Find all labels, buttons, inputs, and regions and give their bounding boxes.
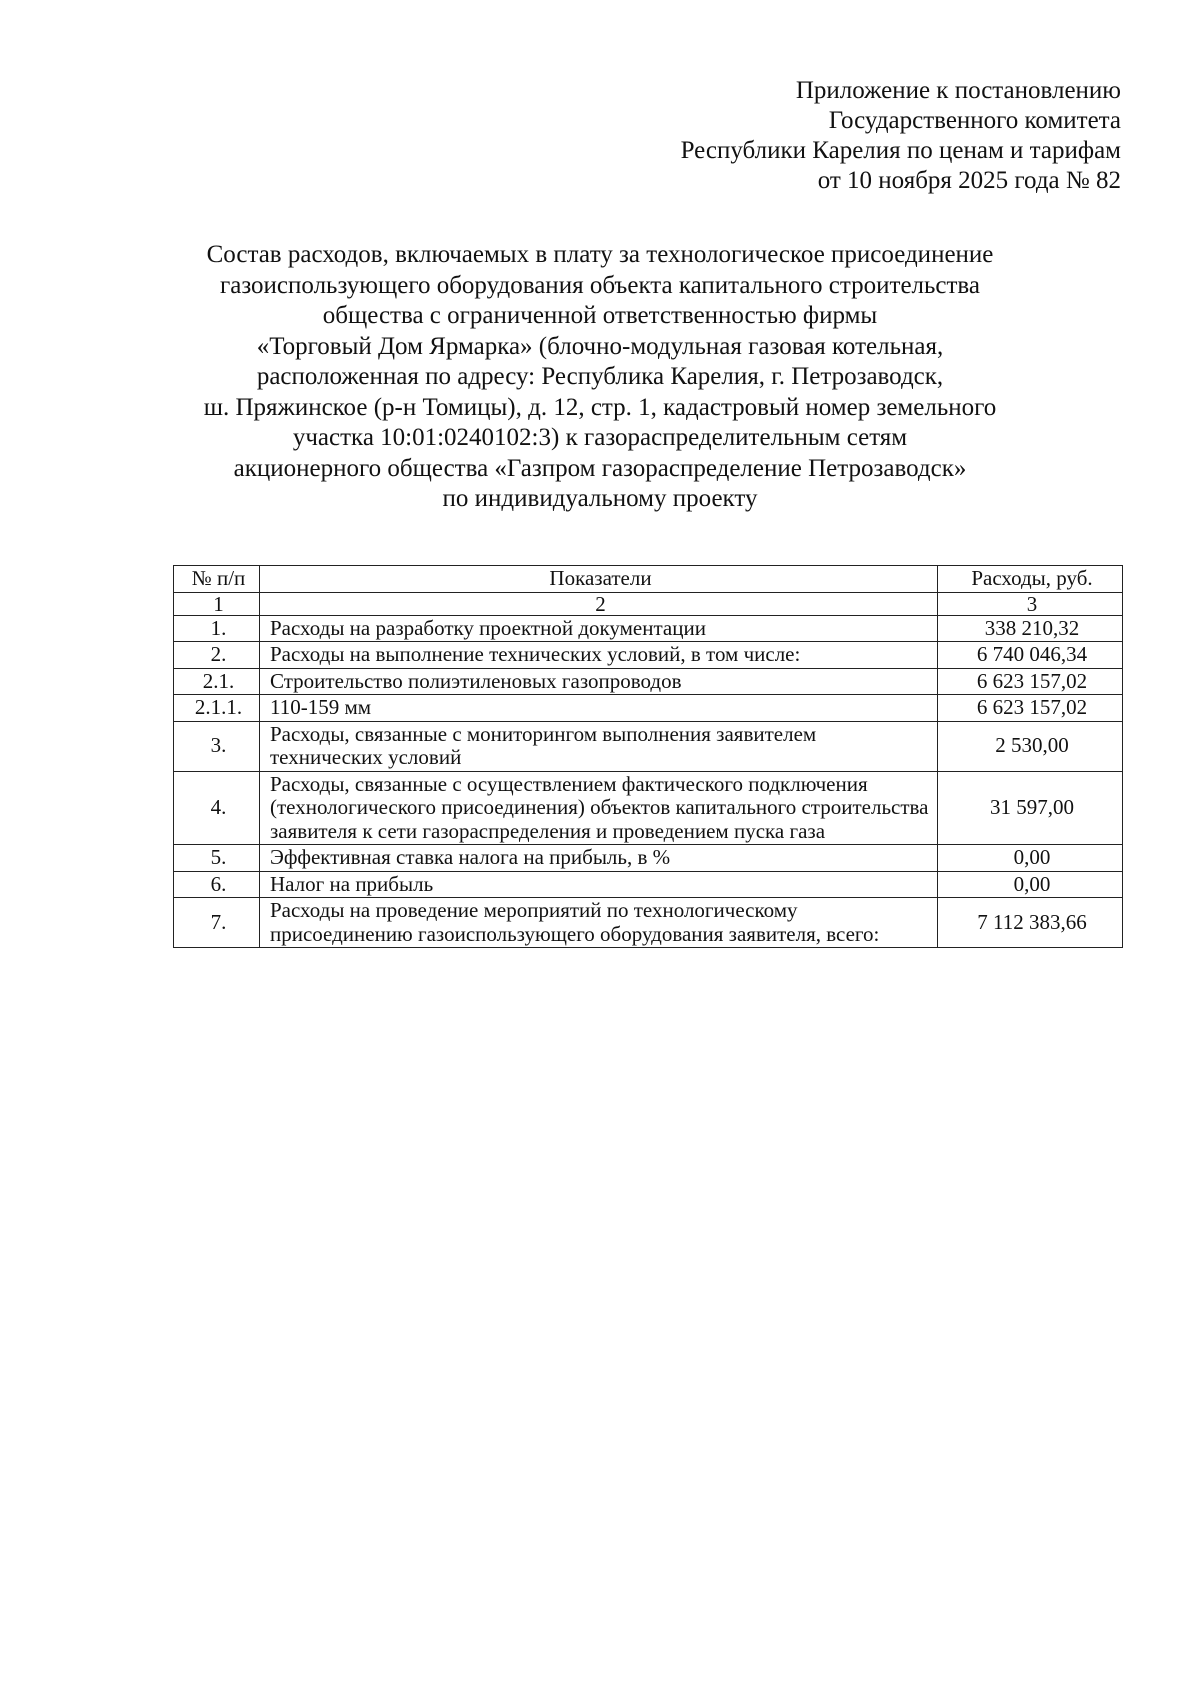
row-number: 2. [174, 642, 260, 669]
row-indicator: Расходы на проведение мероприятий по технологическому присоединению газоиспользующего оборудования заявителя, всего: [260, 898, 938, 948]
row-expense-value: 338 210,32 [938, 615, 1123, 642]
row-expense-value: 2 530,00 [938, 721, 1123, 771]
row-number: 5. [174, 845, 260, 872]
row-number: 7. [174, 898, 260, 948]
document-title-line: по индивидуальному проекту [442, 485, 758, 512]
row-number: 4. [174, 771, 260, 845]
document-title-line: Состав расходов, включаемых в плату за технологическое присоединение [206, 241, 994, 268]
table-row [174, 695, 1123, 722]
table-row [174, 845, 1123, 872]
document-title-line: расположенная по адресу: Республика Карелия, г. Петрозаводск, [256, 363, 944, 390]
row-number: 6. [174, 871, 260, 898]
column-header-expenses: Расходы, руб. [938, 566, 1123, 593]
row-indicator: Налог на прибыль [260, 871, 938, 898]
row-indicator: Расходы на выполнение технических условий, в том числе: [260, 642, 938, 669]
row-expense-value: 6 623 157,02 [938, 668, 1123, 695]
row-indicator: Расходы, связанные с мониторингом выполнения заявителем технических условий [260, 721, 938, 771]
table-row [174, 771, 1123, 845]
row-indicator: Расходы на разработку проектной документации [260, 615, 938, 642]
appendix-header-line: Государственного комитета [828, 107, 1121, 134]
table-header-row [174, 566, 1123, 593]
appendix-header [421, 76, 1121, 196]
row-expense-value: 0,00 [938, 871, 1123, 898]
column-numbering-row [174, 592, 1123, 615]
row-number: 3. [174, 721, 260, 771]
document-title-line: общества с ограниченной ответственностью фирмы [322, 302, 878, 329]
column-number-cell: 2 [260, 592, 938, 615]
document-title [100, 240, 1100, 515]
table-row [174, 668, 1123, 695]
document-title-line: «Торговый Дом Ярмарка» (блочно-модульная газовая котельная, [256, 332, 944, 360]
row-expense-value: 7 112 383,66 [938, 898, 1123, 948]
table-row [174, 615, 1123, 642]
row-expense-value: 31 597,00 [938, 771, 1123, 845]
row-expense-value: 6 623 157,02 [938, 695, 1123, 722]
costs-table [173, 565, 1123, 948]
table-row [174, 898, 1123, 948]
row-indicator: Эффективная ставка налога на прибыль, в % [260, 845, 938, 872]
column-number-cell: 3 [938, 592, 1123, 615]
row-expense-value: 6 740 046,34 [938, 642, 1123, 669]
row-indicator: Расходы, связанные с осуществлением фактического подключения (технологического присоединения) объектов капитального строительства заявителя к сети газораспределения и проведением пуска газа [260, 771, 938, 845]
row-indicator: Строительство полиэтиленовых газопроводов [260, 668, 938, 695]
document-title-line: участка 10:01:0240102:3) к газораспределительным сетям [292, 424, 908, 451]
row-indicator: 110-159 мм [260, 695, 938, 722]
appendix-header-line: от 10 ноября 2025 года № 82 [817, 167, 1121, 194]
row-number: 1. [174, 615, 260, 642]
table-row [174, 721, 1123, 771]
table-row [174, 871, 1123, 898]
table-row [174, 642, 1123, 669]
document-title-line: газоиспользующего оборудования объекта капитального строительства [219, 271, 981, 299]
column-number-cell: 1 [174, 592, 260, 615]
document-title-line: ш. Пряжинское (р-н Томицы), д. 12, стр. 1, кадастровый номер земельного [203, 393, 997, 421]
appendix-header-line: Республики Карелия по ценам и тарифам [680, 137, 1121, 164]
row-number: 2.1. [174, 668, 260, 695]
appendix-header-line: Приложение к постановлению [795, 77, 1121, 104]
row-number: 2.1.1. [174, 695, 260, 722]
row-expense-value: 0,00 [938, 845, 1123, 872]
document-title-line: акционерного общества «Газпром газораспределение Петрозаводск» [233, 454, 967, 482]
column-header-number: № п/п [174, 566, 260, 593]
column-header-indicator: Показатели [260, 566, 938, 593]
